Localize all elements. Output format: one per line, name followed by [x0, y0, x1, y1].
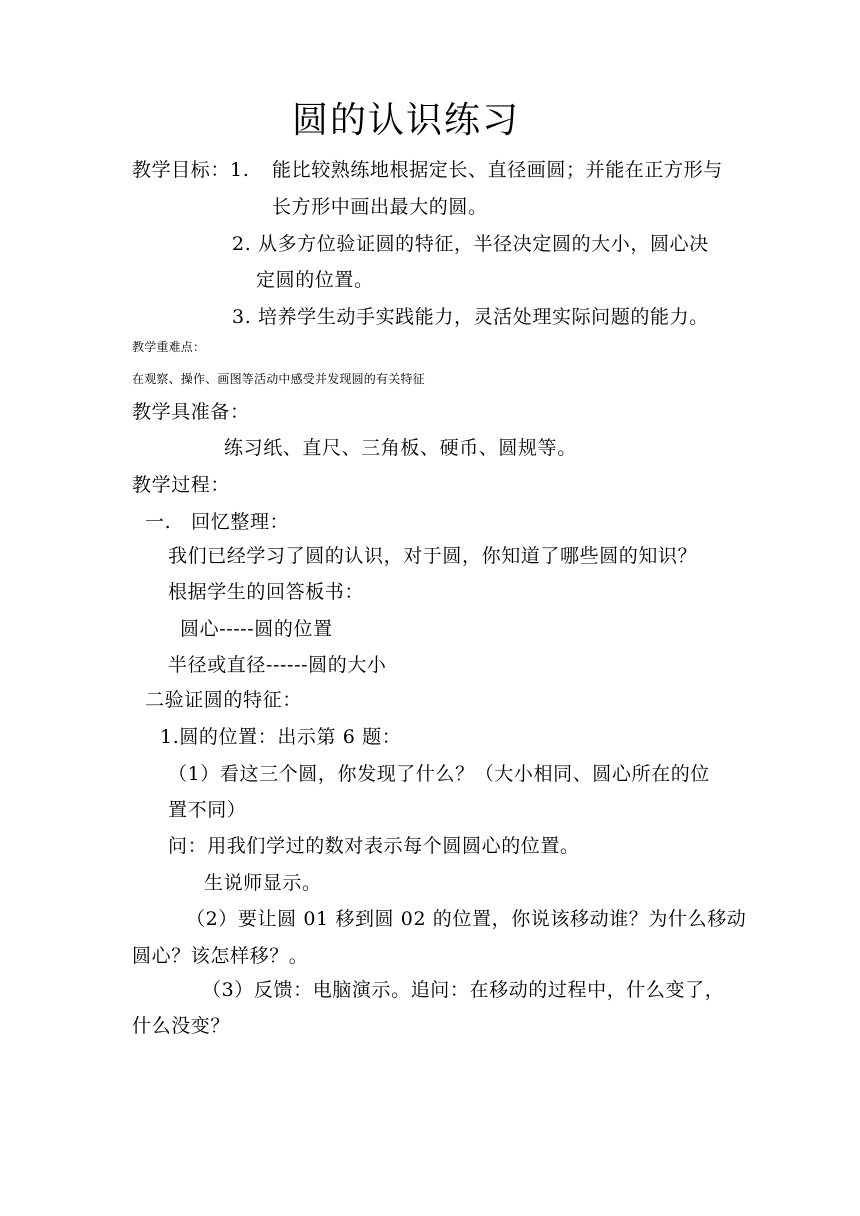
objectives-label: 教学目标：	[132, 159, 231, 181]
objective-2-line-2: 定圆的位置。	[256, 269, 374, 291]
question-1-line-1: （1）看这三个圆，你发现了什么？（大小相同、圆心所在的位	[168, 763, 710, 785]
section-1-question: 我们已经学习了圆的认识，对于圆，你知道了哪些圆的知识？	[168, 545, 698, 567]
document-title: 圆的认识练习	[292, 100, 521, 141]
key-points-text: 在观察、操作、画图等活动中感受并发现圆的有关特征	[132, 372, 425, 386]
board-center: 圆心-----圆的位置	[180, 618, 333, 640]
materials-text: 练习纸、直尺、三角板、硬币、圆规等。	[224, 437, 577, 459]
objective-1-line-1: 能比较熟练地根据定长、直径画圆；并能在正方形与	[272, 159, 723, 181]
student-line: 生说师显示。	[204, 872, 322, 894]
section-2-heading: 二验证圆的特征：	[145, 689, 302, 711]
section-1-heading: 一. 回忆整理：	[145, 511, 290, 533]
process-label: 教学过程：	[132, 474, 231, 496]
ask-line: 问：用我们学过的数对表示每个圆圆心的位置。	[168, 835, 580, 857]
objective-3: 3. 培养学生动手实践能力，灵活处理实际问题的能力。	[232, 306, 709, 328]
section-2-item-1: 1.圆的位置：出示第 6 题：	[160, 726, 402, 748]
materials-label: 教学具准备：	[132, 401, 250, 423]
section-1-board-intro: 根据学生的回答板书：	[168, 581, 365, 603]
question-1-line-2: 置不同）	[168, 799, 247, 821]
question-2-line-2: 圆心？该怎样移？。	[132, 945, 309, 967]
board-radius: 半径或直径------圆的大小	[168, 654, 387, 676]
objective-2-line-1: 2. 从多方位验证圆的特征，半径决定圆的大小，圆心决	[232, 233, 709, 255]
question-2-line-1: （2）要让圆 01 移到圆 02 的位置，你说该移动谁？为什么移动	[186, 908, 747, 930]
key-points-label: 教学重难点：	[132, 340, 206, 354]
question-3-line-1: （3）反馈：电脑演示。追问：在移动的过程中，什么变了，	[202, 979, 725, 1001]
objective-1-line-2: 长方形中画出最大的圆。	[272, 196, 488, 218]
objective-1-number: 1.	[230, 159, 250, 181]
question-3-line-2: 什么没变？	[132, 1015, 231, 1037]
